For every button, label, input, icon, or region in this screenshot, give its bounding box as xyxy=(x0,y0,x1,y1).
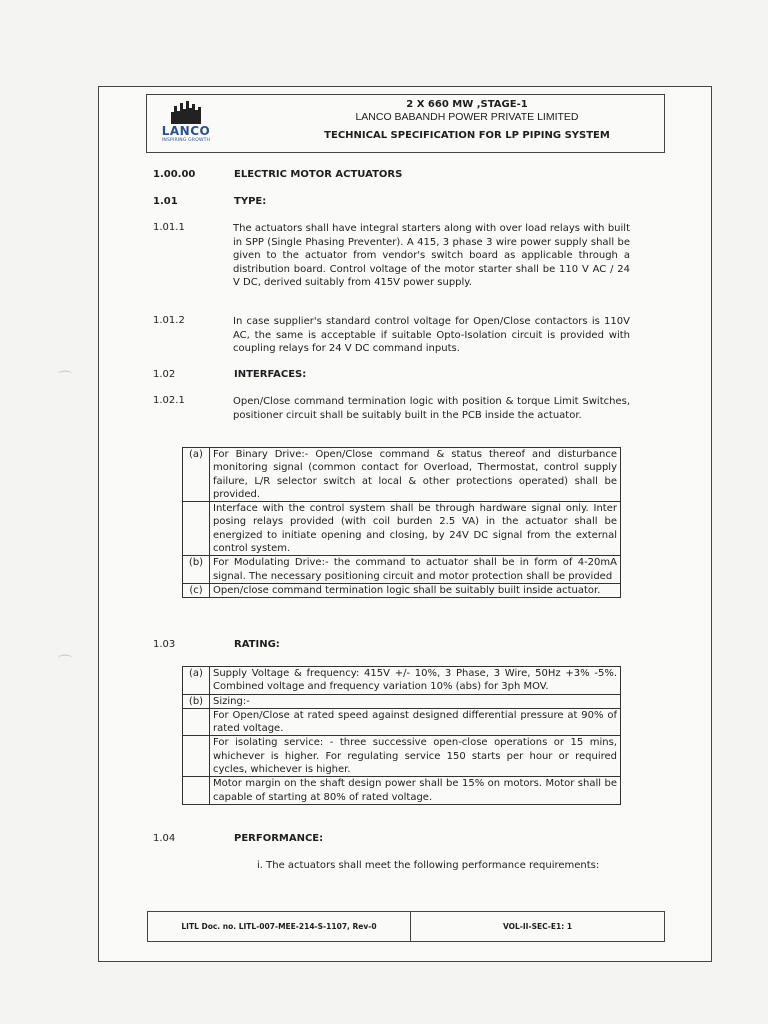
logo-tagline: INSPIRING GROWTH xyxy=(161,138,211,143)
row-label: (a) xyxy=(183,667,210,695)
row-label: (b) xyxy=(183,556,210,584)
table-row xyxy=(183,556,621,584)
paragraph: Open/Close command termination logic with position & torque Limit Switches, positioner circuit shall be suitably built in the PCB inside the actuator. xyxy=(233,396,630,421)
section-number: 1.01.1 xyxy=(153,222,185,233)
row-label xyxy=(183,736,210,777)
spec-title: TECHNICAL SPECIFICATION FOR LP PIPING SYSTEM xyxy=(324,130,610,141)
row-text: For Modulating Drive:- the command to actuator shall be in form of 4-20mA signal. The necessary positioning circuit and motor protection shall be provided xyxy=(210,556,621,584)
row-label: (b) xyxy=(183,694,210,708)
row-label xyxy=(183,708,210,736)
section-heading: TYPE: xyxy=(234,196,267,207)
section-number: 1.00.00 xyxy=(153,169,196,180)
section-number: 1.02.1 xyxy=(153,395,185,406)
section-heading: ELECTRIC MOTOR ACTUATORS xyxy=(234,169,403,180)
row-label: (a) xyxy=(183,448,210,502)
rating-table xyxy=(182,666,621,805)
company-name: LANCO BABANDH POWER PRIVATE LIMITED xyxy=(355,111,579,123)
section-heading: RATING: xyxy=(234,639,280,650)
section-number: 1.03 xyxy=(153,639,176,650)
section-number: 1.04 xyxy=(153,833,176,844)
row-text: Sizing:- xyxy=(210,694,621,708)
row-text: Supply Voltage & frequency: 415V +/- 10%, 3 Phase, 3 Wire, 50Hz +3% -5%. Combined voltage and frequency variation 10% (abs) for 3ph MOV. xyxy=(210,667,621,695)
table-row xyxy=(183,583,621,597)
tower-icon xyxy=(169,100,203,124)
section-heading: INTERFACES: xyxy=(234,369,307,380)
project-title: 2 X 660 MW ,STAGE-1 xyxy=(406,99,528,110)
scan-artifact-left: ⌒ xyxy=(58,371,72,387)
logo-name: LANCO xyxy=(161,124,211,138)
table-row xyxy=(183,736,621,777)
row-text: For isolating service: - three successive open-close operations or 15 mins, whichever is higher. For regulating service 150 starts per hour or required cycles, whichever is higher. xyxy=(210,736,621,777)
row-text: For Binary Drive:- Open/Close command & status thereof and disturbance monitoring signal (common contact for Overload, Thermostat, control supply failure, L/R selector switch at local & other protections operated) shall be provided. xyxy=(210,448,621,502)
row-text: For Open/Close at rated speed against designed differential pressure at 90% of rated voltage. xyxy=(210,708,621,736)
table-row xyxy=(183,667,621,695)
table-row xyxy=(183,694,621,708)
row-label: (c) xyxy=(183,583,210,597)
table-row xyxy=(183,502,621,556)
performance-item: i. The actuators shall meet the following performance requirements: xyxy=(257,860,600,871)
interfaces-table xyxy=(182,447,621,598)
table-row xyxy=(183,777,621,805)
document-number: LITL Doc. no. LITL-007-MEE-214-S-1107, Rev-0 xyxy=(148,912,411,941)
row-text: Motor margin on the shaft design power shall be 15% on motors. Motor shall be capable of starting at 80% of rated voltage. xyxy=(210,777,621,805)
row-label xyxy=(183,502,210,556)
volume-reference: VOL-II-SEC-E1: 1 xyxy=(502,922,573,931)
document-header xyxy=(146,94,665,153)
row-label xyxy=(183,777,210,805)
scan-artifact-left-2: ⌒ xyxy=(58,655,72,671)
paragraph: In case supplier's standard control voltage for Open/Close contactors is 110V AC, the same is acceptable if suitable Opto-Isolation circuit is provided with coupling relays for 24 V DC command inputs. xyxy=(233,316,630,354)
section-heading: PERFORMANCE: xyxy=(234,833,324,844)
company-logo xyxy=(155,100,217,146)
table-row xyxy=(183,448,621,502)
row-text: Open/close command termination logic shall be suitably built inside actuator. xyxy=(210,583,621,597)
document-page xyxy=(98,86,712,962)
section-number: 1.01 xyxy=(153,196,178,207)
paragraph: The actuators shall have integral starters along with over load relays with built in SPP (Single Phasing Preventer). A 415, 3 phase 3 wire power supply shall be given to the actuator from vendor's switch board as applicable through a distribution board. Control voltage of the motor starter shall be 110 V AC / 24 V DC, derived suitably from 415V power supply. xyxy=(233,223,630,288)
row-text: Interface with the control system shall be through hardware signal only. Inter posing relays provided (with coil burden 2.5 VA) in the actuator shall be energized to initiate opening and closing, by 24V DC signal from the external control system. xyxy=(210,502,621,556)
document-footer xyxy=(147,911,665,942)
table-row xyxy=(183,708,621,736)
section-number: 1.02 xyxy=(153,369,176,380)
section-number: 1.01.2 xyxy=(153,315,185,326)
